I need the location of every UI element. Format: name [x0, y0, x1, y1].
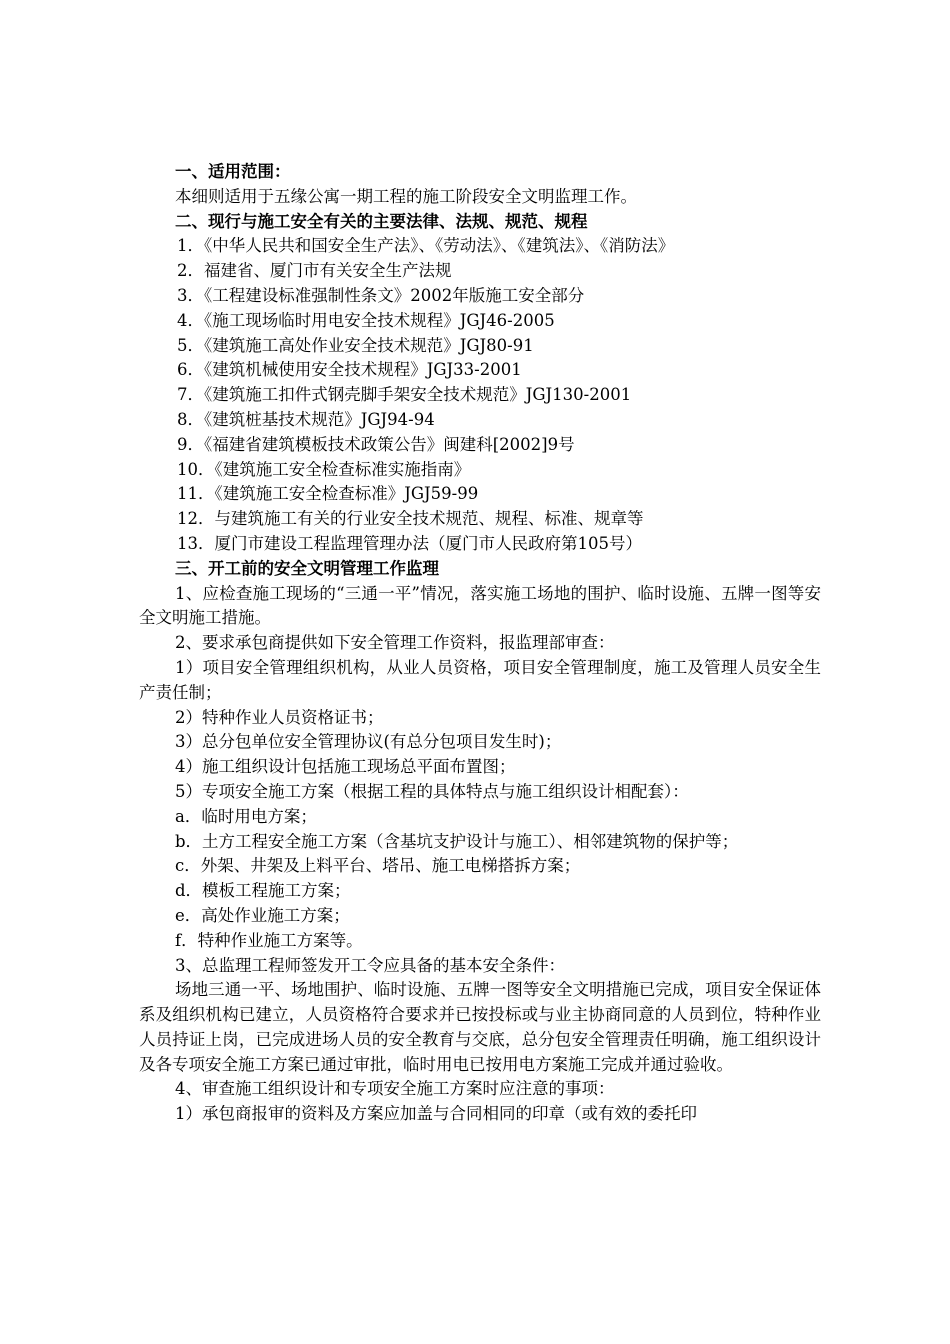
section-heading-preconstruction: 三、开工前的安全文明管理工作监理	[175, 558, 439, 578]
section-heading-regulations: 二、现行与施工安全有关的主要法律、法规、规范、规程	[175, 211, 588, 231]
paragraph: f．特种作业施工方案等。	[175, 930, 363, 950]
paragraph: e．高处作业施工方案；	[175, 905, 350, 925]
list-item: 13．厦门市建设工程监理管理办法（厦门市人民政府第105号）	[177, 533, 642, 553]
list-item: 12．与建筑施工有关的行业安全技术规范、规程、标准、规章等	[177, 509, 644, 529]
list-item: 1．《中华人民共和国安全生产法》、《劳动法》、《建筑法》、《消防法》	[177, 236, 675, 256]
paragraph: 2、要求承包商提供如下安全管理工作资料，报监理部审查：	[175, 633, 615, 653]
paragraph: 场地三通一平、场地围护、临时设施、五牌一图等安全文明措施已完成，项目安全保证体系及组织机构已建立，人员资格符合要求并已按投标或与业主协商同意的人员到位，特种作业人员持证上岗，已完成进场人员的安全教育与交底，总分包安全管理责任明确，施工组织设计及各专项安全施工方案已通过审批，临时用电已按用电方案施工完成并通过验收。	[139, 980, 821, 1074]
paragraph: c．外架、井架及上料平台、塔吊、施工电梯搭拆方案；	[175, 856, 581, 876]
document-body	[139, 160, 821, 1127]
paragraph: 1）承包商报审的资料及方案应加盖与合同相同的印章（或有效的委托印	[175, 1104, 697, 1124]
list-item: 7．《建筑施工扣件式钢壳脚手架安全技术规范》JGJ130-2001	[177, 385, 632, 405]
paragraph: 3、总监理工程师签发开工令应具备的基本安全条件：	[175, 955, 565, 975]
list-item: 8．《建筑桩基技术规范》JGJ94-94	[177, 409, 435, 429]
paragraph: 5）专项安全施工方案（根据工程的具体特点与施工组织设计相配套）：	[175, 781, 689, 801]
list-item: 2．福建省、厦门市有关安全生产法规	[177, 261, 452, 281]
paragraph-scope: 本细则适用于五缘公寓一期工程的施工阶段安全文明监理工作。	[175, 186, 637, 206]
paragraph: b．土方工程安全施工方案（含基坑支护设计与施工）、相邻建筑物的保护等；	[175, 831, 739, 851]
paragraph: 1）项目安全管理组织机构，从业人员资格，项目安全管理制度，施工及管理人员安全生产责任制；	[139, 657, 821, 702]
paragraph: 3）总分包单位安全管理协议(有总分包项目发生时)；	[175, 732, 562, 752]
paragraph: 4）施工组织设计包括施工现场总平面布置图；	[175, 757, 516, 777]
list-item: 11．《建筑施工安全检查标准》JGJ59-99	[177, 484, 479, 504]
list-item: 5．《建筑施工高处作业安全技术规范》JGJ80-91	[177, 335, 534, 355]
paragraph: a．临时用电方案；	[175, 806, 317, 826]
paragraph: 1、应检查施工现场的“三通一平”情况，落实施工场地的围护、临时设施、五牌一图等安全文明施工措施。	[139, 583, 821, 628]
list-item: 9．《福建省建筑模板技术政策公告》闽建科[2002]9号	[177, 434, 575, 454]
list-item: 4．《施工现场临时用电安全技术规程》JGJ46-2005	[177, 310, 555, 330]
paragraph: d．模板工程施工方案；	[175, 881, 351, 901]
paragraph: 2）特种作业人员资格证书；	[175, 707, 384, 727]
paragraph: 4、审查施工组织设计和专项安全施工方案时应注意的事项：	[175, 1079, 615, 1099]
list-item: 3．《工程建设标准强制性条文》2002年版施工安全部分	[177, 285, 585, 305]
list-item: 6．《建筑机械使用安全技术规程》JGJ33-2001	[177, 360, 522, 380]
list-item: 10．《建筑施工安全检查标准实施指南》	[177, 459, 471, 479]
section-heading-scope: 一、适用范围：	[175, 162, 291, 181]
